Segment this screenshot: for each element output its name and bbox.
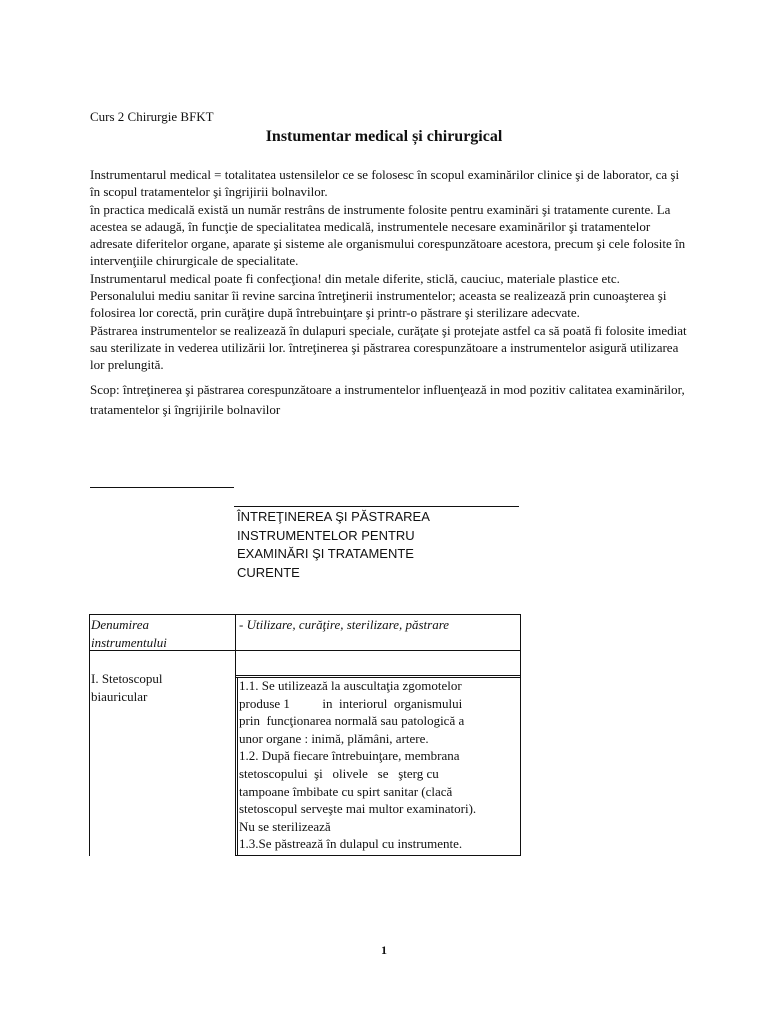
cell-line: stetoscopului şi olivele se şterg cu bbox=[239, 765, 439, 781]
table-header-name bbox=[91, 616, 167, 651]
scope-paragraph: Scop: întreţinerea şi păstrarea corespunzătoare a instrumentelor influenţează in mod pozitiv calitatea examinărilor, tratamentelor şi îngrijirile bolnavilor bbox=[90, 381, 685, 417]
table-border-left bbox=[89, 614, 90, 856]
cell-line: prin funcţionarea normală sau patologică a bbox=[239, 713, 465, 729]
paragraph: Păstrarea instrumentelor se realizează în dulapuri speciale, curăţate şi protejate astfel ca să poată fi folosite imediat sau sterilizate in vederea utilizării lor. întreţinerea şi păstrarea corespunzătoare a instrumentelor asigură utilizarea lor prelungită. bbox=[90, 322, 687, 373]
section-top-rule bbox=[234, 506, 519, 507]
cell-line: produse 1 in interiorul organismului bbox=[239, 695, 463, 711]
table-border-top bbox=[89, 614, 521, 615]
cell-line: 1.1. Se utilizează la auscultaţia zgomotelor bbox=[239, 678, 462, 693]
section-heading-line: CURENTE bbox=[237, 564, 300, 580]
paragraph: Instrumentarul medical = totalitatea ustensilelor ce se folosesc în scopul examinărilor clinice şi de laborator, ca şi în scopul tratamentelor şi îngrijirii bolnavilor. bbox=[90, 167, 680, 200]
cell-line: 1.2. După fiecare întrebuinţare, membrana bbox=[239, 748, 460, 764]
cell-line: unor organe : inimă, plămâni, artere. bbox=[239, 730, 429, 746]
table-row-divider bbox=[235, 675, 521, 676]
document-title: Instumentar medical și chirurgical bbox=[265, 128, 503, 145]
section-heading-line: ÎNTREŢINEREA ŞI PĂSTRAREA bbox=[237, 509, 430, 524]
header-line: instrumentului bbox=[91, 634, 167, 650]
header-line: Denumirea bbox=[91, 617, 150, 632]
table-row-divider bbox=[235, 650, 521, 651]
section-heading bbox=[237, 508, 517, 582]
section-heading-line: INSTRUMENTELOR PENTRU bbox=[237, 527, 415, 543]
cell-line: tampoane îmbibate cu spirt sanitar (clacă bbox=[239, 783, 453, 799]
cell-line: I. Stetoscopul bbox=[91, 671, 163, 686]
page-number: 1 bbox=[381, 943, 387, 957]
section-heading-line: EXAMINĂRI ŞI TRATAMENTE bbox=[237, 546, 414, 561]
table-column-divider bbox=[235, 614, 236, 856]
paragraph: Instrumentarul medical poate fi confecţiona! din metale diferite, sticlă, cauciuc, materiale plastice etc. bbox=[90, 270, 620, 286]
table-cell-instrument-usage bbox=[239, 677, 519, 853]
table-cell-instrument-name bbox=[91, 670, 163, 705]
body-text bbox=[90, 166, 690, 420]
paragraph: în practica medicală există un număr restrâns de instrumente folosite pentru examinări şi tratamente curente. La acestea se adaugă, în funcţie de specialitatea medicală, instrumentele necesare examinărilor şi tratamentelor adresate diferitelor organe, aparate şi sisteme ale organismului corespunzătoare acestora, precum şi cele folosite în intervenţiile chirurgicale de specialitate. bbox=[90, 201, 686, 269]
cell-line: stetoscopul serveşte mai multor examinatori). bbox=[239, 801, 477, 817]
cell-line: Nu se sterilizează bbox=[239, 818, 331, 834]
course-label: Curs 2 Chirurgie BFKT bbox=[90, 109, 214, 124]
cell-line: biauricular bbox=[91, 688, 148, 704]
table-border-bottom bbox=[235, 855, 521, 856]
table-column-divider bbox=[237, 677, 238, 856]
table-border-right bbox=[520, 614, 521, 856]
paragraph: Personalului mediu sanitar îi revine sarcina întreţinerii instrumentelor; aceasta se realizează prin cunoaşterea şi folosirea lor corectă, prin curăţire după întrebuinţare şi printr-o păstrare şi sterilizare adecvate. bbox=[90, 288, 667, 321]
cell-line: 1.3.Se păstrează în dulapul cu instrumente. bbox=[239, 836, 463, 852]
footnote-separator bbox=[90, 487, 234, 488]
table-header-usage: - Utilizare, curăţire, sterilizare, păstrare bbox=[239, 617, 450, 632]
